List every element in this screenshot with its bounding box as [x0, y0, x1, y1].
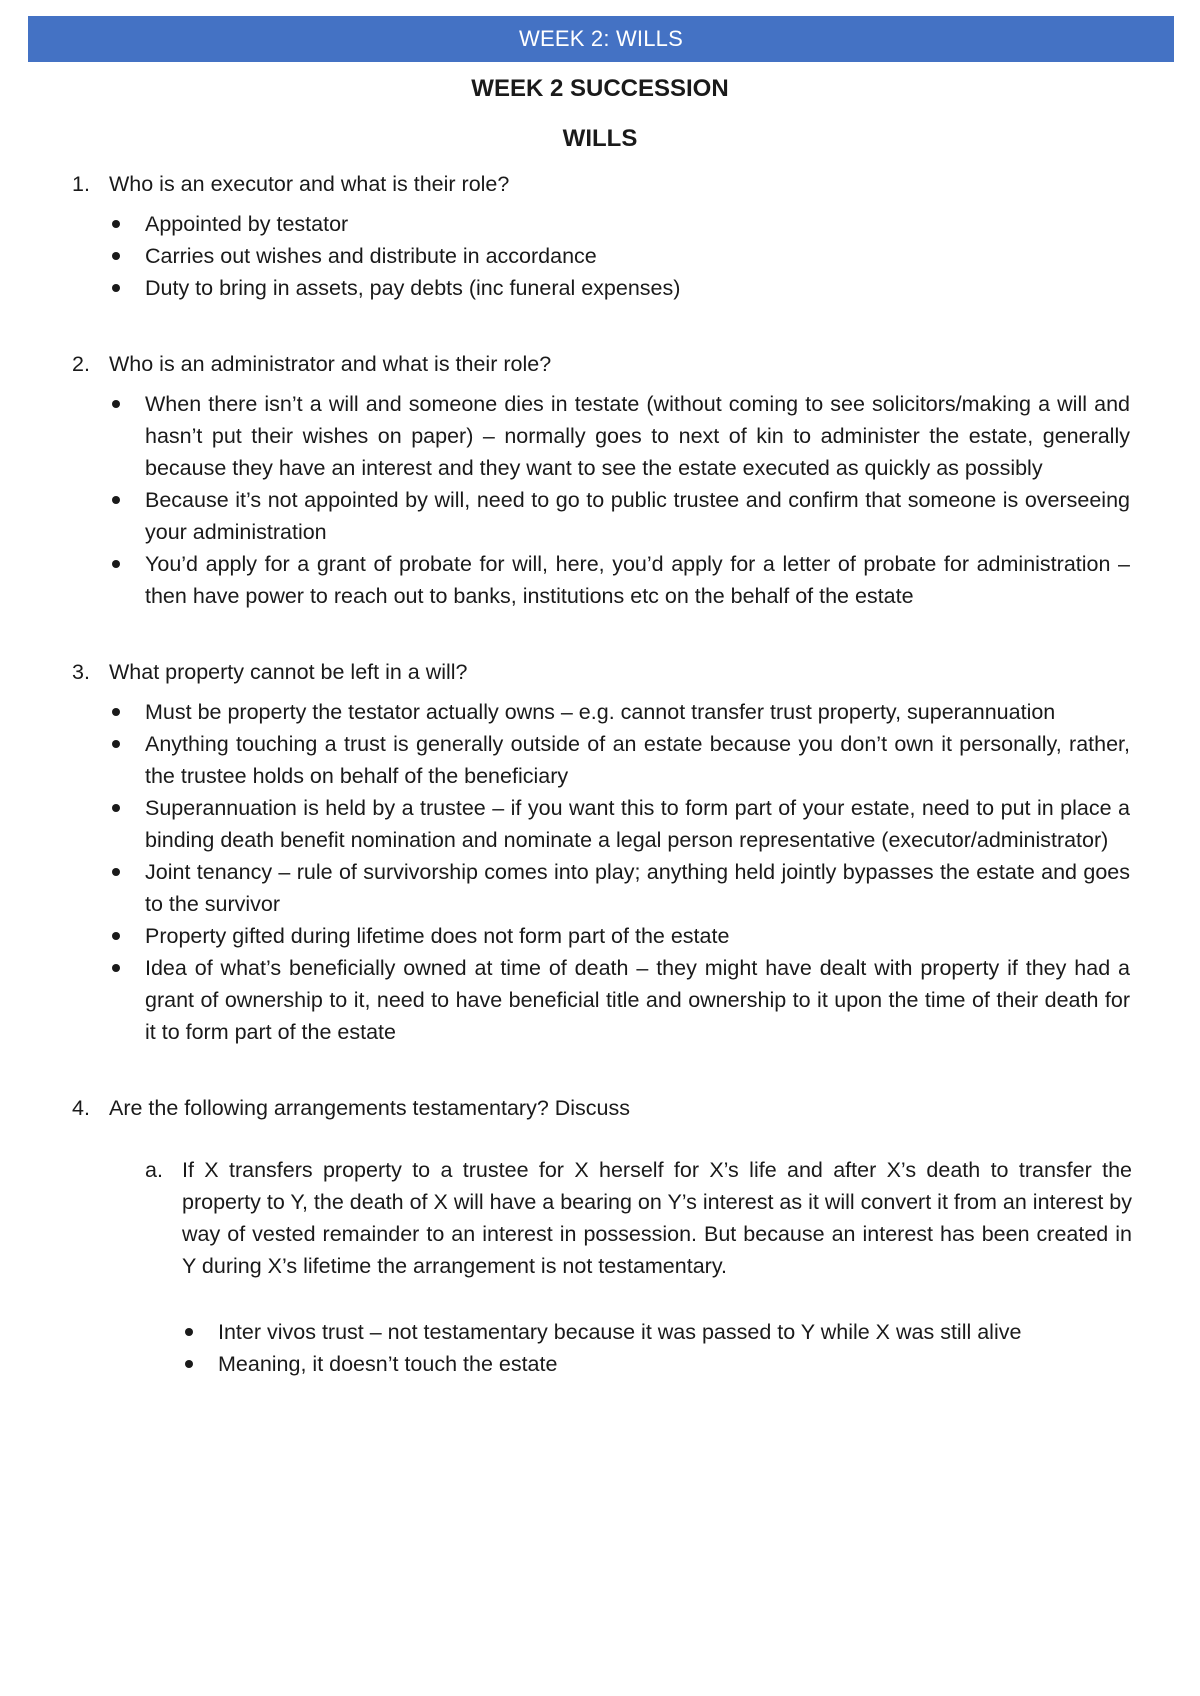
question-2: [72, 348, 1132, 380]
subitem-letter: a.: [145, 1158, 163, 1182]
question-3: [72, 656, 1132, 688]
bullet-item: Superannuation is held by a trustee – if you want this to form part of your estate, need to put in place a binding death benefit nomination and nominate a legal person representative (executor/administrator): [145, 792, 1132, 856]
question-4-subitem-a: [72, 1154, 1132, 1282]
bullet-item: Must be property the testator actually owns – e.g. cannot transfer trust property, superannuation: [145, 696, 1132, 728]
document-body: [72, 168, 1132, 1380]
week-banner: [28, 16, 1174, 62]
bullet-item: Carries out wishes and distribute in accordance: [145, 240, 1132, 272]
bullet-item: Inter vivos trust – not testamentary because it was passed to Y while X was still alive: [218, 1316, 1132, 1348]
document-title: WEEK 2 SUCCESSION: [471, 75, 729, 102]
question-text: Who is an administrator and what is their role?: [109, 352, 552, 376]
question-number: 2.: [72, 352, 90, 376]
question-2-answers: [72, 388, 1132, 612]
bullet-item: Meaning, it doesn’t touch the estate: [218, 1348, 1132, 1380]
question-text: Are the following arrangements testamentary? Discuss: [109, 1096, 631, 1120]
week-banner-text: WEEK 2: WILLS: [519, 26, 683, 51]
bullet-item: Idea of what’s beneficially owned at time of death – they might have dealt with property if they had a grant of ownership to it, need to have beneficial title and ownership to it upon the time of their death for it to form part of the estate: [145, 952, 1132, 1048]
bullet-item: When there isn’t a will and someone dies in testate (without coming to see solicitors/making a will and hasn’t put their wishes on paper) – normally goes to next of kin to administer the estate, generally because they have an interest and they want to see the estate executed as quickly as possibly: [145, 388, 1132, 484]
bullet-item: Appointed by testator: [145, 208, 1132, 240]
question-3-answers: [72, 696, 1132, 1048]
bullet-item: Because it’s not appointed by will, need to go to public trustee and confirm that someone is overseeing your administration: [145, 484, 1132, 548]
question-number: 4.: [72, 1096, 90, 1120]
question-number: 1.: [72, 172, 90, 196]
document-subtitle: WILLS: [562, 125, 638, 152]
question-4: [72, 1092, 1132, 1124]
question-1: [72, 168, 1132, 200]
question-number: 3.: [72, 660, 90, 684]
bullet-item: You’d apply for a grant of probate for will, here, you’d apply for a letter of probate for administration – then have power to reach out to banks, institutions etc on the behalf of the estate: [145, 548, 1132, 612]
bullet-item: Property gifted during lifetime does not form part of the estate: [145, 920, 1132, 952]
bullet-item: Joint tenancy – rule of survivorship comes into play; anything held jointly bypasses the estate and goes to the survivor: [145, 856, 1132, 920]
subitem-text: If X transfers property to a trustee for X herself for X’s life and after X’s death to transfer the property to Y, the death of X will have a bearing on Y’s interest as it will convert it from an interest by way of vested remainder to an interest in possession. But because an interest has been created in Y during X’s lifetime the arrangement is not testamentary.: [182, 1158, 1132, 1278]
question-1-answers: [72, 208, 1132, 304]
bullet-item: Duty to bring in assets, pay debts (inc funeral expenses): [145, 272, 1132, 304]
question-4-subitem-a-answers: [72, 1316, 1132, 1380]
question-text: What property cannot be left in a will?: [109, 660, 468, 684]
bullet-item: Anything touching a trust is generally outside of an estate because you don’t own it personally, rather, the trustee holds on behalf of the beneficiary: [145, 728, 1132, 792]
question-text: Who is an executor and what is their role?: [109, 172, 510, 196]
